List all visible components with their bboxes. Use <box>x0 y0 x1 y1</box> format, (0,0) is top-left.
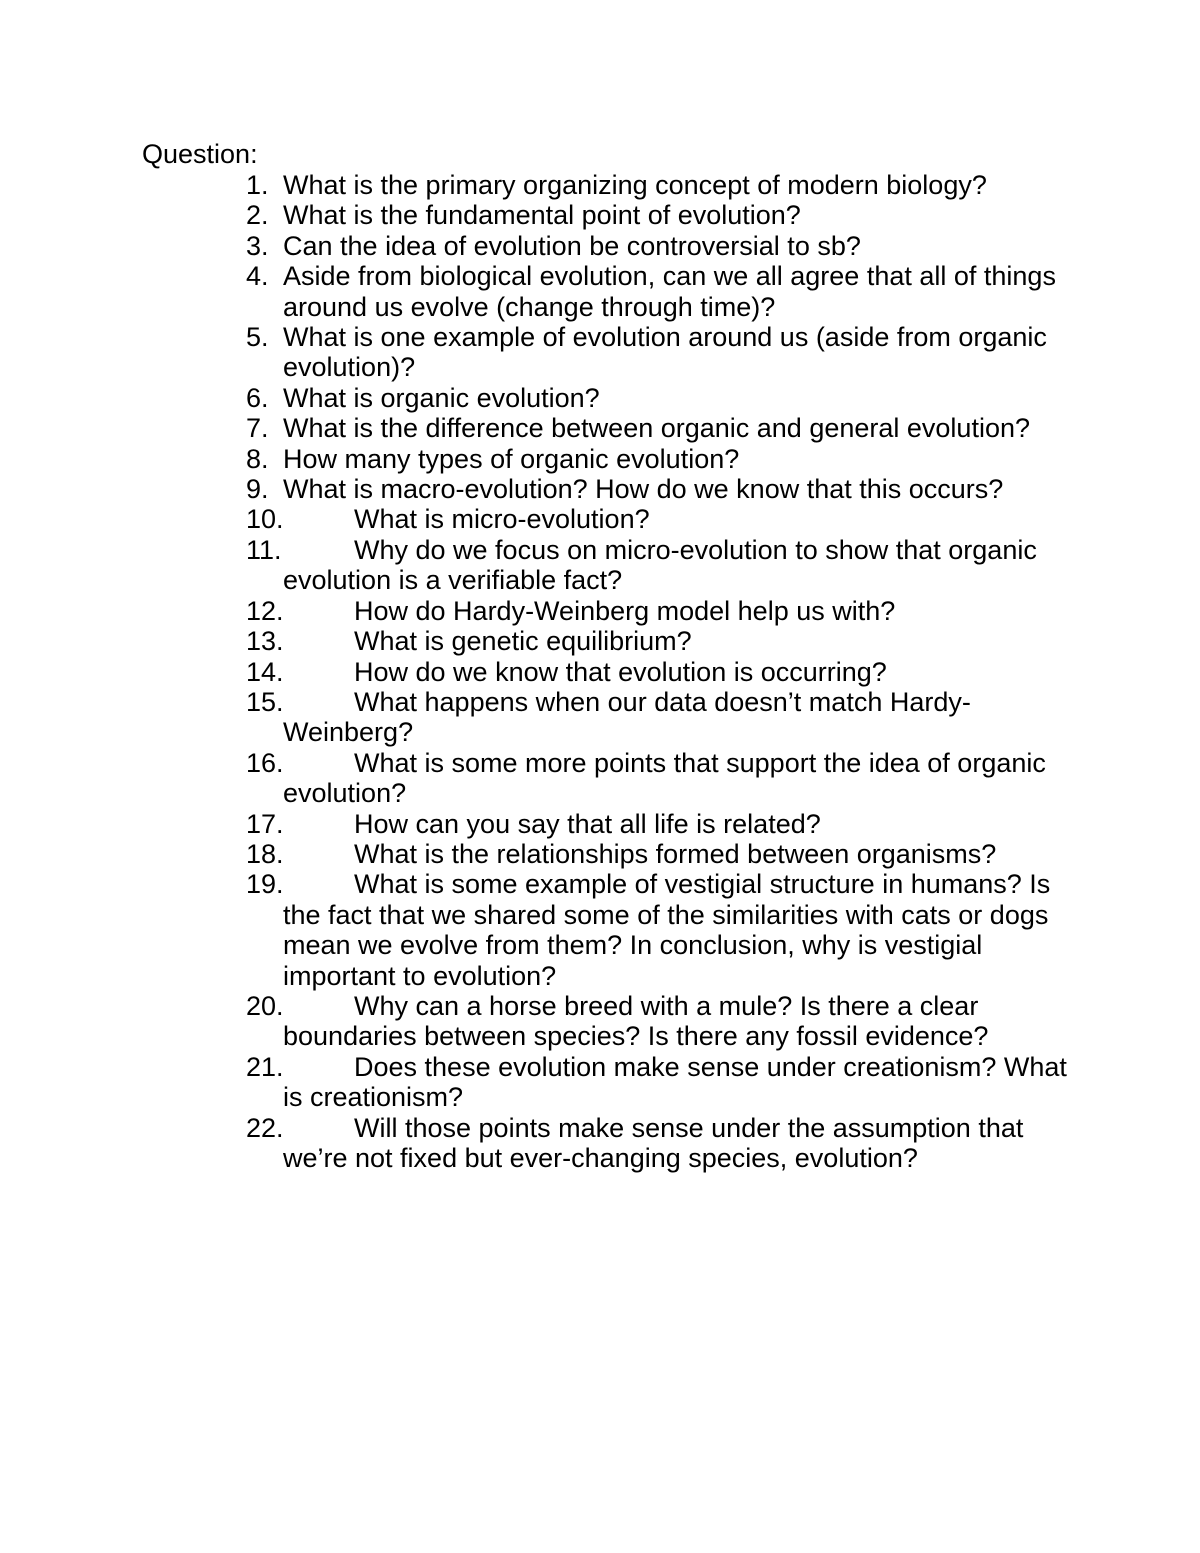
question-item <box>246 444 1076 474</box>
question-item <box>246 657 1076 687</box>
question-number: 7. <box>246 413 269 444</box>
question-number: 8. <box>246 443 269 474</box>
question-text: What is micro-evolution? <box>354 504 650 535</box>
question-number: 14. <box>246 656 284 687</box>
question-number: 5. <box>246 322 269 353</box>
question-item <box>246 1113 1076 1174</box>
question-text: What is some example of vestigial structure in humans? Is the fact that we shared some of the similarities with cats or dogs mean we evolve from them? In conclusion, why is vestigial important to evolution? <box>283 869 1051 991</box>
question-text: How do Hardy-Weinberg model help us with? <box>354 595 896 626</box>
question-number: 20. <box>246 990 284 1021</box>
question-number: 11. <box>246 534 282 565</box>
question-text: Why do we focus on micro-evolution to show that organic evolution is a verifiable fact? <box>283 534 1037 596</box>
question-text: What is one example of evolution around us (aside from organic evolution)? <box>283 322 1047 383</box>
question-text: Does these evolution make sense under creationism? What is creationism? <box>283 1051 1067 1113</box>
question-text: What happens when our data doesn’t match Hardy-Weinberg? <box>283 686 971 748</box>
question-text: How do we know that evolution is occurring? <box>354 656 887 687</box>
question-number: 21. <box>246 1051 284 1082</box>
question-number: 15. <box>246 686 284 717</box>
question-item <box>246 839 1076 869</box>
question-item <box>246 748 1076 809</box>
question-item <box>246 170 1076 200</box>
question-text: What is genetic equilibrium? <box>354 626 692 657</box>
question-number: 10. <box>246 504 284 535</box>
question-text: What is some more points that support the idea of organic evolution? <box>283 747 1046 809</box>
question-item <box>246 991 1076 1052</box>
question-text: How can you say that all life is related? <box>354 808 821 839</box>
question-number: 13. <box>246 626 284 657</box>
question-item <box>246 474 1076 504</box>
question-item <box>246 200 1076 230</box>
question-item <box>246 504 1076 534</box>
question-number: 16. <box>246 747 284 778</box>
question-item <box>246 596 1076 626</box>
question-text: What is the fundamental point of evolution? <box>283 200 801 231</box>
question-number: 2. <box>246 200 269 231</box>
question-item <box>246 535 1076 596</box>
question-text: What is macro-evolution? How do we know that this occurs? <box>283 474 1004 505</box>
question-item <box>246 1052 1076 1113</box>
question-text: What is the primary organizing concept of modern biology? <box>283 170 987 200</box>
question-number: 17. <box>246 808 284 839</box>
question-item <box>246 413 1076 443</box>
question-number: 9. <box>246 474 269 505</box>
question-text: What is organic evolution? <box>283 382 600 413</box>
question-list <box>246 170 1076 1173</box>
question-number: 4. <box>246 261 269 292</box>
heading: Question: <box>142 139 258 169</box>
question-number: 19. <box>246 869 284 900</box>
question-text: Will those points make sense under the assumption that we’re not fixed but ever-changing species, evolution? <box>283 1112 1024 1173</box>
question-item <box>246 626 1076 656</box>
question-number: 1. <box>246 170 269 200</box>
question-item <box>246 322 1076 383</box>
question-number: 3. <box>246 230 269 261</box>
question-item <box>246 809 1076 839</box>
question-text: Aside from biological evolution, can we all agree that all of things around us evolve (change through time)? <box>283 261 1056 322</box>
question-number: 12. <box>246 595 284 626</box>
question-item <box>246 231 1076 261</box>
question-item <box>246 261 1076 322</box>
question-text: Why can a horse breed with a mule? Is there a clear boundaries between species? Is there any fossil evidence? <box>283 990 989 1052</box>
question-number: 22. <box>246 1112 284 1143</box>
question-text: How many types of organic evolution? <box>283 443 740 474</box>
question-text: What is the relationships formed between organisms? <box>354 838 997 869</box>
question-text: What is the difference between organic and general evolution? <box>283 413 1030 444</box>
question-item <box>246 869 1076 991</box>
question-text: Can the idea of evolution be controversial to sb? <box>283 230 861 261</box>
question-number: 18. <box>246 838 284 869</box>
question-item <box>246 687 1076 748</box>
question-number: 6. <box>246 382 269 413</box>
question-item <box>246 383 1076 413</box>
